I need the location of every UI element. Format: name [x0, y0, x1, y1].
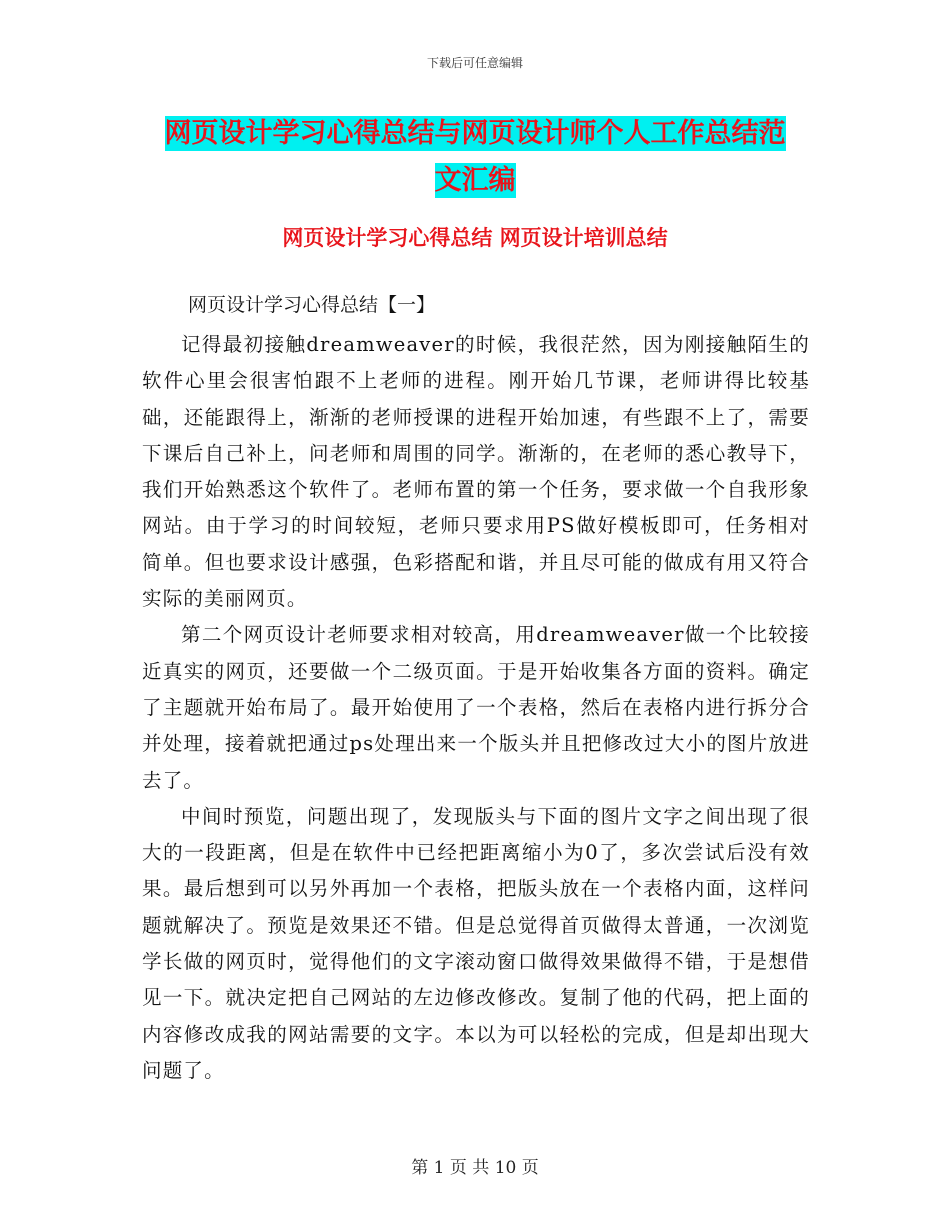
document-title — [140, 110, 810, 204]
page-footer — [0, 1153, 950, 1178]
paragraph-1: 记得最初接触dreamweaver的时候，我很茫然，因为刚接触陌生的软件心里会很害怕跟不上老师的进程。刚开始几节课，老师讲得比较基础，还能跟得上，渐渐的老师授课的进程开始加速，有些跟不上了，需要下课后自己补上，问老师和周围的同学。渐渐的，在老师的悉心教导下，我们开始熟悉这个软件了。老师布置的第一个任务，要求做一个自我形象网站。由于学习的时间较短，老师只要求用PS做好模板即可，任务相对简单。但也要求设计感强，色彩搭配和谐，并且尽可能的做成有用又符合实际的美丽网页。 — [142, 333, 810, 611]
document-title-line-1: 网页设计学习心得总结与网页设计师个人工作总结范 — [164, 118, 786, 149]
paragraph-2: 第二个网页设计老师要求相对较高，用dreamweaver做一个比较接近真实的网页，还要做一个二级页面。于是开始收集各方面的资料。确定了主题就开始布局了。最开始使用了一个表格，然后在表格内进行拆分合并处理，接着就把通过ps处理出来一个版头并且把修改过大小的图片放进去了。 — [142, 623, 810, 792]
body-text — [142, 327, 810, 1089]
paragraph-3: 中间时预览，问题出现了，发现版头与下面的图片文字之间出现了很大的一段距离，但是在软件中已经把距离缩小为0了，多次尝试后没有效果。最后想到可以另外再加一个表格，把版头放在一个表格内面，这样问题就解决了。预览是效果还不错。但是总觉得首页做得太普通，一次浏览学长做的网页时，觉得他们的文字滚动窗口做得效果做得不错，于是想借见一下。就决定把自己网站的左边修改修改。复制了他的代码，把上面的内容修改成我的网站需要的文字。本以为可以轻松的完成，但是却出现大问题了。 — [142, 804, 810, 1082]
section-title: 网页设计学习心得总结 网页设计培训总结 — [282, 225, 668, 250]
page-header-note: 下载后可任意编辑 — [426, 56, 523, 70]
page-number-label: 第 1 页 共 10 页 — [411, 1158, 539, 1178]
document-title-line-2: 文汇编 — [434, 165, 516, 196]
subheading: 网页设计学习心得总结【一】 — [188, 294, 436, 316]
